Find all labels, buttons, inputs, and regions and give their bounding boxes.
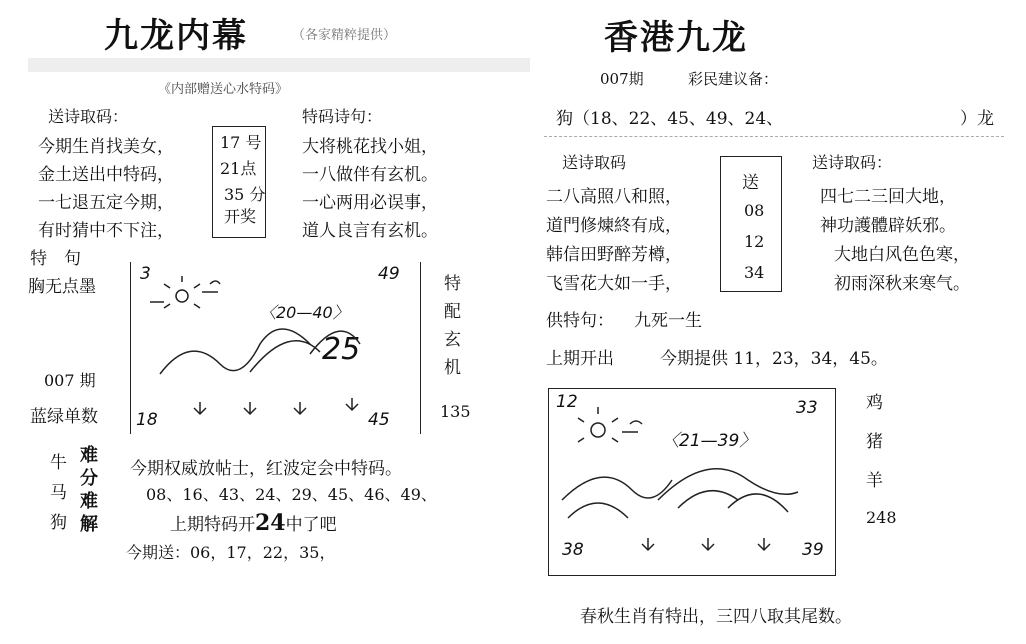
vertical-char: 配 bbox=[444, 302, 461, 322]
right-title: 香港九龙 bbox=[604, 18, 748, 58]
last-issue-text: 上期特码开 bbox=[170, 515, 255, 535]
right-poem-line-r: 四七二三回大地， bbox=[820, 187, 956, 207]
send-line: 今期送：06，17，22，35， bbox=[126, 543, 336, 562]
last-issue-line bbox=[170, 510, 337, 536]
sketch-bottom-left: 18 bbox=[136, 410, 158, 430]
numbers-line: 08、16、43、24、29、45、46、49、 bbox=[146, 485, 437, 504]
right-sketch-bottom-left: 38 bbox=[562, 540, 584, 560]
right-box-line: 12 bbox=[744, 232, 765, 251]
right-zodiac-vertical bbox=[866, 384, 883, 501]
poem-label: 送诗取码： bbox=[48, 107, 129, 126]
sketch-mid: 25 bbox=[322, 332, 361, 367]
grass-strokes bbox=[194, 398, 358, 414]
code-poem-line: 道人良言有玄机。 bbox=[302, 221, 438, 241]
right-sketch-drawing bbox=[548, 388, 834, 574]
code-poem-line: 一八做伴有玄机。 bbox=[302, 165, 438, 185]
right-poem-line-r: 神功護體辟妖邪。 bbox=[820, 216, 956, 236]
zodiac-char: 猪 bbox=[866, 432, 883, 452]
right-sketch-top-right: 33 bbox=[796, 398, 818, 418]
right-sketch-range: 〈21—39〉 bbox=[662, 431, 757, 451]
right-special-text: 九死一生 bbox=[634, 311, 702, 331]
mountain-line bbox=[160, 329, 310, 374]
mountain-line bbox=[678, 491, 788, 512]
sun-icon bbox=[591, 423, 605, 437]
left-subtitle: （各家精粹提供） bbox=[292, 28, 397, 43]
right-vertical bbox=[444, 270, 461, 382]
sketch-bottom-right: 45 bbox=[368, 410, 390, 430]
dog-suffix: ）龙 bbox=[960, 109, 994, 129]
difficulty-char: 难 bbox=[80, 491, 98, 512]
dog-numbers: 18、22、45、49、24、 bbox=[590, 109, 784, 129]
code-poem-line: 一心两用必误事， bbox=[302, 193, 438, 213]
dog-line bbox=[556, 104, 783, 129]
last-issue-num: 24 bbox=[255, 510, 286, 536]
code-poem-label: 特码诗句： bbox=[302, 107, 383, 126]
dashed-divider bbox=[544, 136, 1004, 137]
right-special-label: 供特句： bbox=[546, 311, 614, 331]
scan-shadow bbox=[28, 58, 530, 72]
sun-rays bbox=[164, 276, 200, 308]
code-poem-line: 大将桃花找小姐， bbox=[302, 137, 438, 157]
grass-strokes bbox=[642, 538, 770, 550]
vertical-char: 机 bbox=[444, 358, 461, 378]
right-issue: 007期 bbox=[600, 70, 644, 88]
right-box-line: 08 bbox=[744, 201, 765, 220]
left-sketch-drawing bbox=[130, 262, 422, 434]
right-last-issue-label: 上期开出 bbox=[546, 349, 614, 369]
mountain-line bbox=[562, 477, 672, 500]
difficulty-char: 难 bbox=[80, 445, 98, 466]
lottery-line: 彩民建议备： bbox=[688, 70, 779, 88]
right-poem-line: 二八高照八和照， bbox=[546, 187, 682, 207]
right-sketch-bottom-right: 39 bbox=[802, 540, 824, 560]
box-line: 35 分 bbox=[224, 185, 266, 204]
poem-line: 一七退五定今期， bbox=[38, 193, 174, 213]
box-line: 开奖 bbox=[224, 207, 257, 226]
sketch-top-left: 3 bbox=[140, 264, 151, 284]
right-poem-line-r: 大地白风色色寒， bbox=[834, 245, 970, 265]
mountain-line bbox=[568, 469, 798, 518]
vertical-char: 玄 bbox=[444, 330, 461, 350]
zodiac-char: 马 bbox=[50, 483, 67, 503]
zodiac-char: 鸡 bbox=[866, 393, 883, 413]
right-poem-line: 韩信田野醉芳樽， bbox=[546, 245, 682, 265]
left-title: 九龙内幕 bbox=[104, 16, 248, 56]
difficulty-char: 解 bbox=[80, 514, 98, 535]
zodiac-char: 狗 bbox=[50, 513, 67, 533]
vertical-char: 特 bbox=[444, 274, 461, 294]
right-box-line: 34 bbox=[744, 263, 765, 282]
right-bottom-text: 春秋生肖有特出，三四八取其尾数。 bbox=[580, 607, 852, 627]
right-poem-label-left: 送诗取码 bbox=[562, 153, 627, 172]
dog-label: 狗（ bbox=[556, 109, 590, 129]
zodiac-vertical bbox=[50, 448, 67, 538]
issue-label: 007 期 bbox=[44, 371, 96, 390]
sun-icon bbox=[176, 290, 188, 302]
right-poem-line-r: 初雨深秋来寒气。 bbox=[834, 274, 970, 294]
authority-text: 今期权威放帖士，红波定会中特码。 bbox=[130, 459, 402, 479]
sketch-range: 〈20—40〉 bbox=[260, 303, 349, 322]
zodiac-char: 牛 bbox=[50, 453, 67, 473]
box-line: 21点 bbox=[220, 159, 257, 178]
right-offer-text: 今期提供 11，23，34，45。 bbox=[660, 349, 888, 369]
right-poem-line: 飞雪花大如一手， bbox=[546, 274, 682, 294]
poem-line: 有时猜中不下注， bbox=[38, 221, 174, 241]
blue-green-label: 蓝绿单数 bbox=[30, 407, 98, 427]
right-poem-label-right: 送诗取码： bbox=[812, 153, 893, 172]
poem-line: 今期生肖找美女， bbox=[38, 137, 174, 157]
right-sketch-top-left: 12 bbox=[556, 392, 578, 412]
zodiac-char: 羊 bbox=[866, 471, 883, 491]
special-text: 胸无点墨 bbox=[28, 277, 96, 297]
right-number: 135 bbox=[440, 402, 471, 421]
sketch-top-right: 49 bbox=[378, 264, 400, 284]
difficulty-char: 分 bbox=[80, 468, 98, 489]
mountain-line bbox=[250, 331, 360, 372]
cloud-strokes bbox=[622, 421, 642, 432]
box-line: 17 号 bbox=[220, 133, 262, 152]
right-poem-line: 道門修煉終有成， bbox=[546, 216, 682, 236]
right-number: 248 bbox=[866, 508, 897, 527]
last-issue-suffix: 中了吧 bbox=[285, 515, 337, 535]
poem-line: 金土送出中特码， bbox=[38, 165, 174, 185]
difficulty-vertical bbox=[80, 444, 98, 536]
right-box-line: 送 bbox=[742, 173, 759, 193]
internal-note: 《内部赠送心水特码》 bbox=[158, 82, 289, 97]
special-label: 特 句 bbox=[30, 249, 81, 269]
